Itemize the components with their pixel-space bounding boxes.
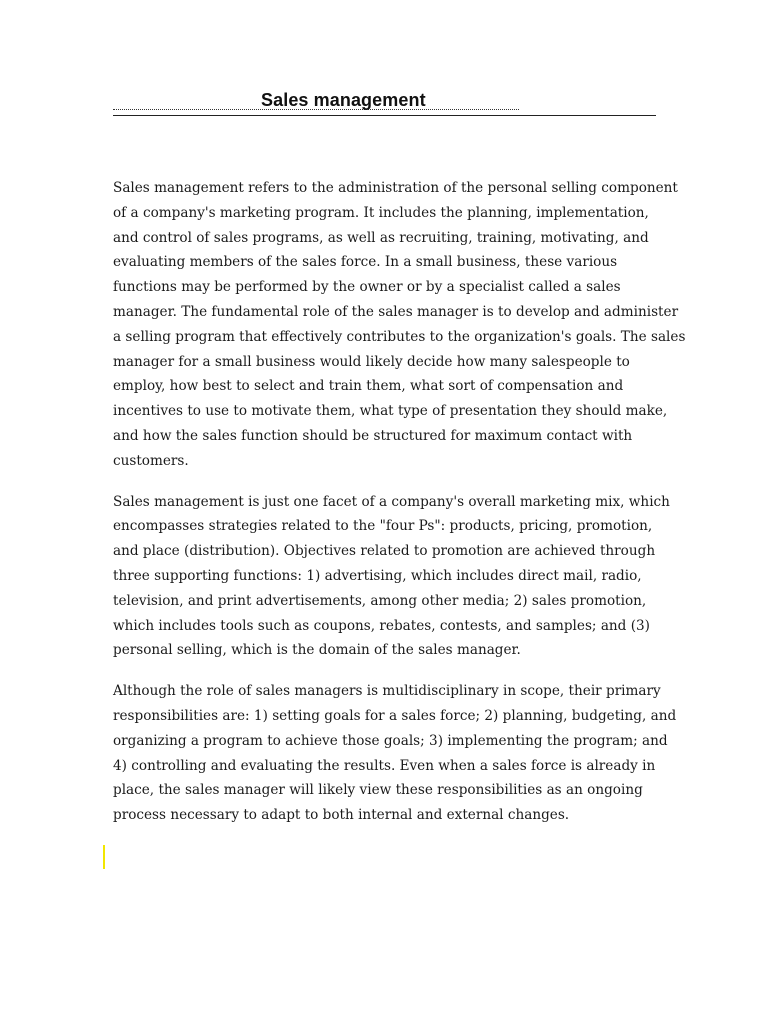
paragraph-1 [113, 176, 686, 474]
text-line: and control of sales programs, as well as recruiting, training, motivating, and [113, 229, 649, 246]
text-line: employ, how best to select and train them, what sort of compensation and [113, 378, 624, 395]
text-line: personal selling, which is the domain of the sales manager. [113, 642, 521, 659]
text-line: place, the sales manager will likely view these responsibilities as an ongoing [113, 782, 643, 799]
text-line: process necessary to adapt to both internal and external changes. [113, 807, 570, 824]
text-line: manager for a small business would likely decide how many salespeople to [113, 353, 630, 370]
text-line: incentives to use to motivate them, what type of presentation they should make, [113, 403, 668, 420]
text-cursor [103, 845, 105, 869]
text-line: three supporting functions: 1) advertising, which includes direct mail, radio, [113, 567, 642, 584]
text-line: responsibilities are: 1) setting goals for a sales force; 2) planning, budgeting, and [113, 707, 677, 724]
paragraph-3 [113, 679, 677, 828]
document-title: Sales management [261, 90, 426, 110]
title-block [113, 88, 656, 118]
text-line: and how the sales function should be structured for maximum contact with [113, 427, 633, 444]
text-line: a selling program that effectively contributes to the organization's goals. The sales [113, 328, 686, 345]
document-body[interactable] [113, 176, 686, 844]
text-line: Sales management refers to the administration of the personal selling component [113, 180, 678, 196]
text-line: of a company's marketing program. It includes the planning, implementation, [113, 204, 649, 221]
paragraph-2 [113, 490, 670, 664]
text-line: and place (distribution). Objectives related to promotion are achieved through [113, 543, 656, 560]
text-line: customers. [113, 452, 189, 469]
text-line: encompasses strategies related to the "four Ps": products, pricing, promotion, [113, 518, 653, 535]
title-underline [113, 115, 656, 116]
text-line: manager. The fundamental role of the sales manager is to develop and administer [113, 303, 679, 320]
text-line: functions may be performed by the owner or by a specialist called a sales [113, 279, 621, 296]
text-line: organizing a program to achieve those goals; 3) implementing the program; and [113, 732, 668, 749]
text-line: 4) controlling and evaluating the results. Even when a sales force is already in [113, 757, 656, 774]
text-line: Although the role of sales managers is multidisciplinary in scope, their primary [113, 683, 661, 700]
text-line: Sales management is just one facet of a company's overall marketing mix, which [113, 493, 670, 510]
text-line: television, and print advertisements, among other media; 2) sales promotion, [113, 592, 647, 609]
text-line: which includes tools such as coupons, rebates, contests, and samples; and (3) [113, 617, 650, 634]
text-line: evaluating members of the sales force. In a small business, these various [113, 254, 618, 271]
